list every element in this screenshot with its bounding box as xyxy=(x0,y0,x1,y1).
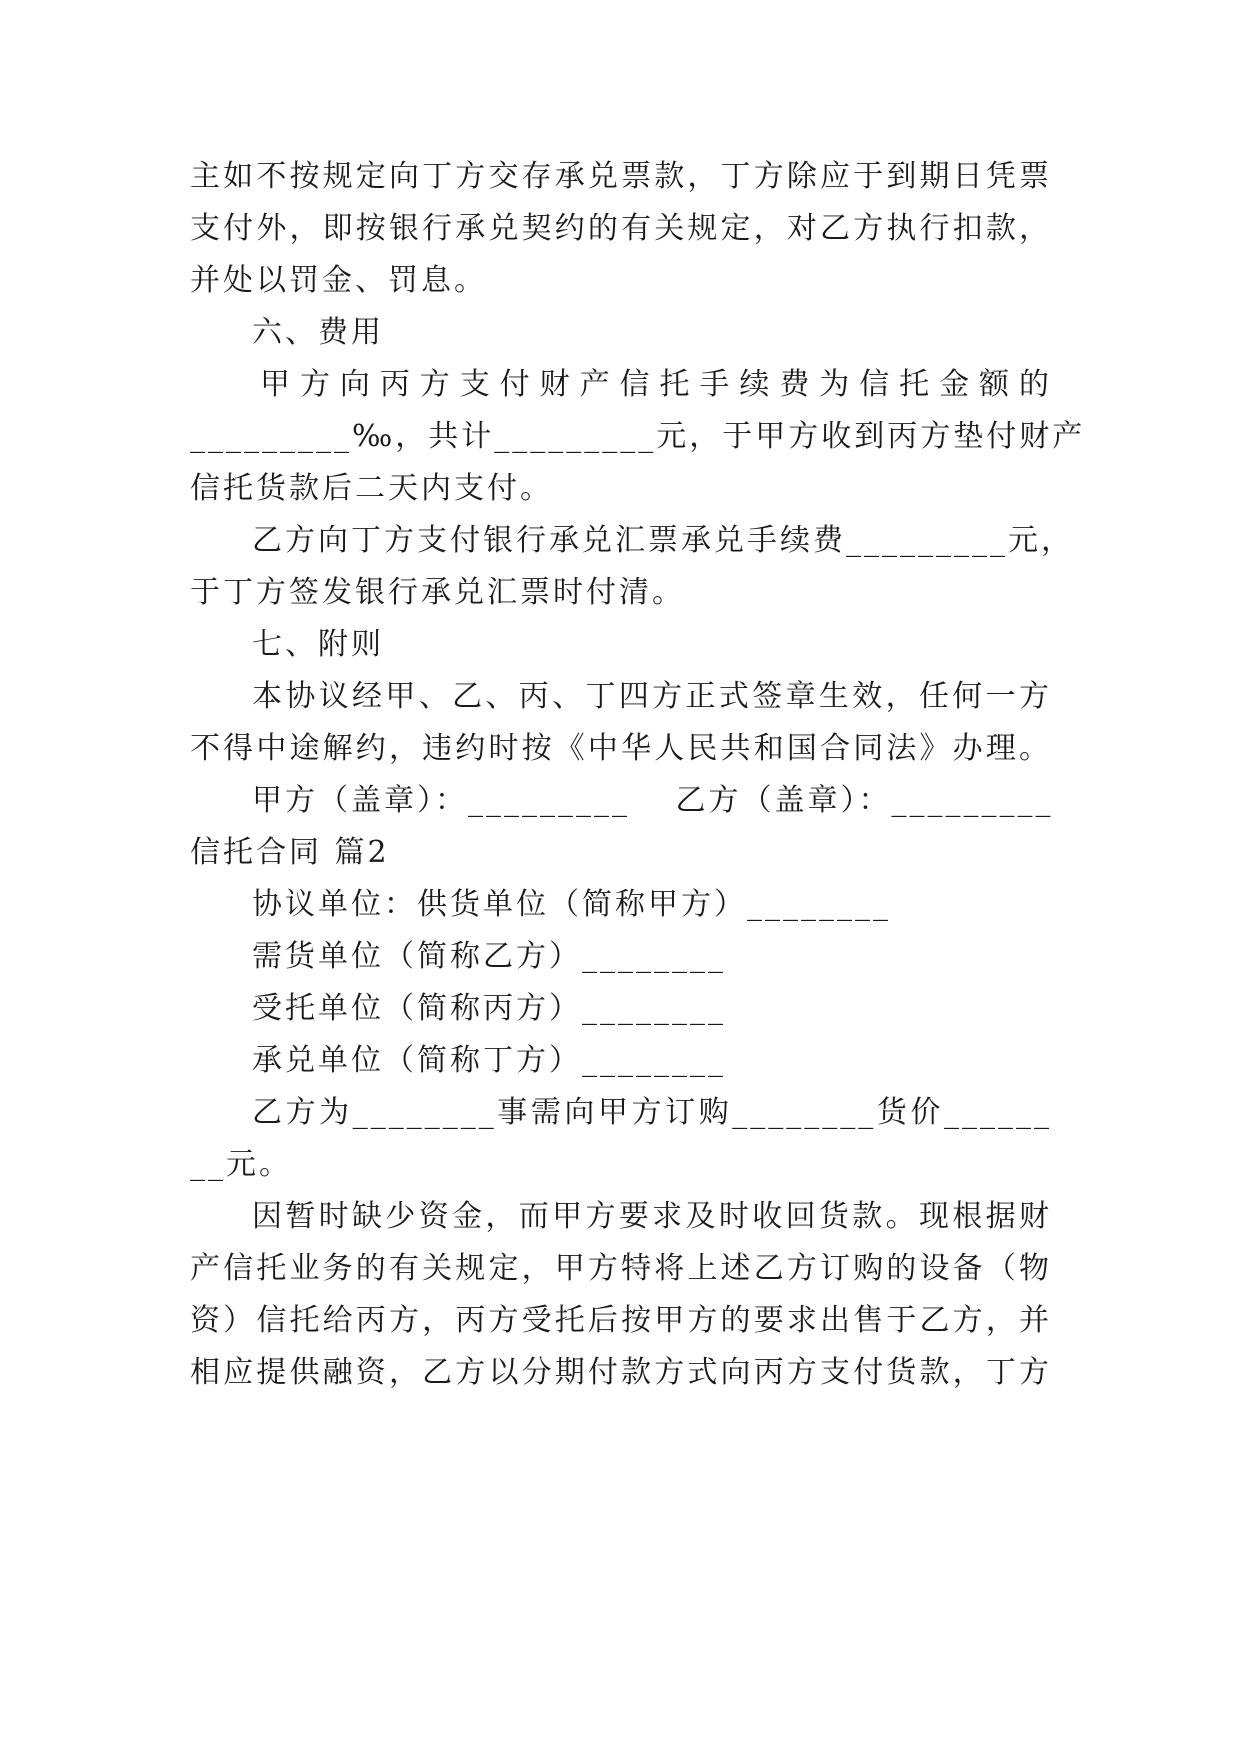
paragraph-line: _________‰，共计_________元，于甲方收到丙方垫付财产 xyxy=(190,419,1086,454)
signature-line: 甲方（盖章）：_________ 乙方（盖章）：_________ xyxy=(252,783,1054,818)
section-heading-supplementary: 七、附则 xyxy=(252,627,384,662)
paragraph-line: 主如不按规定向丁方交存承兑票款，丁方除应于到期日凭票 xyxy=(190,159,1052,194)
party-line-trustee: 受托单位（简称丙方）________ xyxy=(252,991,726,1026)
paragraph-line: 信托货款后二天内支付。 xyxy=(190,471,553,506)
paragraph-line: __元。 xyxy=(190,1147,292,1182)
paragraph-line: 并处以罚金、罚息。 xyxy=(190,263,487,298)
paragraph-line: 因暂时缺少资金，而甲方要求及时收回货款。现根据财 xyxy=(252,1199,1052,1234)
paragraph-line: 甲方向丙方支付财产信托手续费为信托金额的 xyxy=(260,367,1052,402)
paragraph-line: 乙方向丁方支付银行承兑汇票承兑手续费_________元， xyxy=(252,523,1074,558)
party-line-supplier: 协议单位：供货单位（简称甲方）________ xyxy=(252,887,891,922)
paragraph-line: 不得中途解约，违约时按《中华人民共和国合同法》办理。 xyxy=(190,731,1052,766)
paragraph-line: 产信托业务的有关规定，甲方特将上述乙方订购的设备（物 xyxy=(190,1251,1052,1286)
paragraph-line: 资）信托给丙方，丙方受托后按甲方的要求出售于乙方，并 xyxy=(190,1303,1052,1338)
party-line-buyer: 需货单位（简称乙方）________ xyxy=(252,939,726,974)
paragraph-line: 于丁方签发银行承兑汇票时付清。 xyxy=(190,575,685,610)
paragraph-line: 乙方为________事需向甲方订购________货价______ xyxy=(252,1095,1052,1130)
section-heading-fees: 六、费用 xyxy=(252,315,384,350)
contract-title: 信托合同 篇2 xyxy=(190,835,390,870)
paragraph-line: 相应提供融资，乙方以分期付款方式向丙方支付货款，丁方 xyxy=(190,1355,1052,1390)
party-line-acceptor: 承兑单位（简称丁方）________ xyxy=(252,1043,726,1078)
paragraph-line: 支付外，即按银行承兑契约的有关规定，对乙方执行扣款， xyxy=(190,211,1052,246)
paragraph-line: 本协议经甲、乙、丙、丁四方正式签章生效，任何一方 xyxy=(252,679,1052,714)
